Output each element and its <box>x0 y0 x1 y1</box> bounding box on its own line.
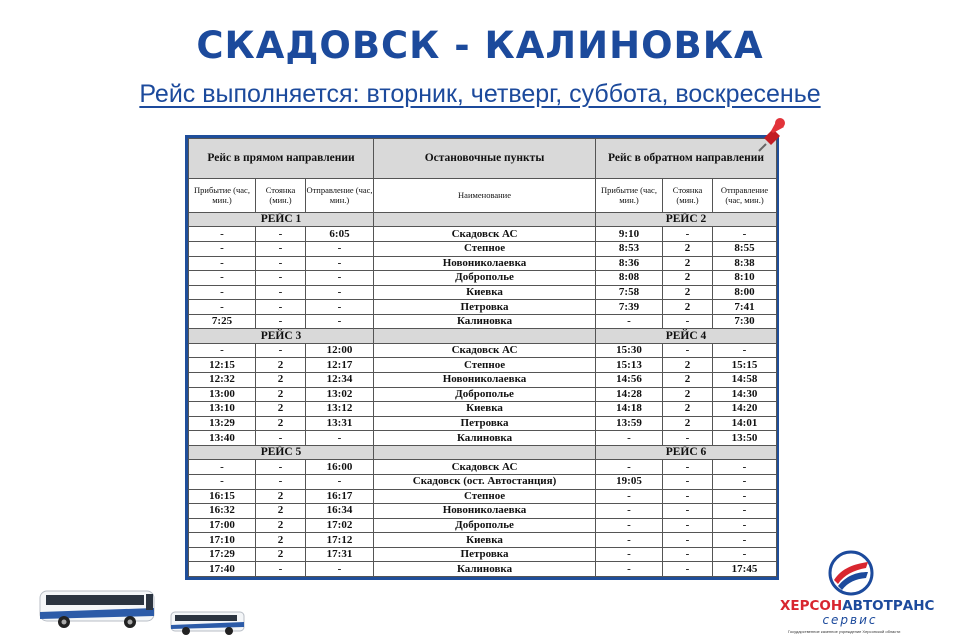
time-cell: - <box>663 547 713 562</box>
time-cell: 2 <box>256 402 306 417</box>
time-cell: - <box>306 474 374 489</box>
stop-name: Калиновка <box>374 562 596 577</box>
table-row <box>189 474 777 489</box>
time-cell: 17:40 <box>189 562 256 577</box>
schedule-days <box>0 80 960 109</box>
time-cell: 14:20 <box>713 402 777 417</box>
time-cell: 13:29 <box>189 416 256 431</box>
time-cell: - <box>306 300 374 315</box>
time-cell: - <box>256 460 306 475</box>
time-cell: 15:30 <box>596 343 663 358</box>
stop-name: Новониколаевка <box>374 504 596 519</box>
time-cell: 17:10 <box>189 533 256 548</box>
time-cell: 13:12 <box>306 402 374 417</box>
stop-name: Скадовск АС <box>374 343 596 358</box>
time-cell: - <box>596 460 663 475</box>
time-cell: - <box>306 271 374 286</box>
subheader-cell: Наименование <box>374 178 596 212</box>
time-cell: - <box>663 504 713 519</box>
time-cell: - <box>596 518 663 533</box>
stop-name: Доброполье <box>374 271 596 286</box>
time-cell: 16:15 <box>189 489 256 504</box>
time-cell: - <box>663 533 713 548</box>
time-cell: 13:59 <box>596 416 663 431</box>
logo-name-part1: ХЕРСОН <box>780 598 843 614</box>
time-cell: - <box>663 314 713 329</box>
forward-route-label: РЕЙС 1 <box>189 212 374 227</box>
stop-name: Степное <box>374 358 596 373</box>
logo-wordmark <box>780 598 940 614</box>
subheader-cell: Стоянка (мин.) <box>256 178 306 212</box>
forward-route-label: РЕЙС 5 <box>189 445 374 460</box>
time-cell: - <box>189 271 256 286</box>
stop-name: Киевка <box>374 402 596 417</box>
time-cell: - <box>189 300 256 315</box>
stop-name: Степное <box>374 241 596 256</box>
table-row <box>189 387 777 402</box>
stop-name: Калиновка <box>374 431 596 446</box>
time-cell: 17:02 <box>306 518 374 533</box>
time-cell: 8:38 <box>713 256 777 271</box>
stop-name: Степное <box>374 489 596 504</box>
header-return: Рейс в обратном направлении <box>596 139 777 179</box>
time-cell: - <box>596 431 663 446</box>
time-cell: - <box>189 474 256 489</box>
time-cell: 16:00 <box>306 460 374 475</box>
time-cell: - <box>713 489 777 504</box>
return-route-label: РЕЙС 2 <box>596 212 777 227</box>
route-spacer-cell <box>374 329 596 344</box>
table-row <box>189 271 777 286</box>
route-header-row <box>189 329 777 344</box>
stop-name: Скадовск АС <box>374 460 596 475</box>
time-cell: - <box>596 562 663 577</box>
time-cell: - <box>189 285 256 300</box>
time-cell: 17:45 <box>713 562 777 577</box>
time-cell: 2 <box>256 416 306 431</box>
time-cell: - <box>306 314 374 329</box>
time-cell: 14:58 <box>713 373 777 388</box>
time-cell: 8:53 <box>596 241 663 256</box>
table-row <box>189 285 777 300</box>
stop-name: Петровка <box>374 547 596 562</box>
time-cell: 16:34 <box>306 504 374 519</box>
time-cell: - <box>189 227 256 242</box>
stop-name: Новониколаевка <box>374 373 596 388</box>
stop-name: Калиновка <box>374 314 596 329</box>
time-cell: - <box>713 533 777 548</box>
time-cell: 12:17 <box>306 358 374 373</box>
time-cell: 12:00 <box>306 343 374 358</box>
time-cell: 7:39 <box>596 300 663 315</box>
time-cell: 7:58 <box>596 285 663 300</box>
logo-sub: сервис <box>822 613 878 627</box>
table-row <box>189 373 777 388</box>
subheader-cell: Отправление (час, мин.) <box>713 178 777 212</box>
time-cell: - <box>713 518 777 533</box>
time-cell: 2 <box>663 241 713 256</box>
time-cell: 2 <box>256 373 306 388</box>
time-cell: 2 <box>663 256 713 271</box>
time-cell: 2 <box>663 373 713 388</box>
table-row <box>189 402 777 417</box>
table-header-row <box>189 139 777 179</box>
stop-name: Киевка <box>374 285 596 300</box>
table-row <box>189 489 777 504</box>
time-cell: - <box>713 547 777 562</box>
time-cell: 13:50 <box>713 431 777 446</box>
company-logo <box>780 550 940 638</box>
time-cell: - <box>663 431 713 446</box>
time-cell: - <box>663 474 713 489</box>
time-cell: 2 <box>256 358 306 373</box>
schedule-table-frame <box>185 135 779 580</box>
logo-tagline: Государственное казенное учреждение Херсонской области <box>788 629 901 634</box>
time-cell: 12:32 <box>189 373 256 388</box>
time-cell: 15:13 <box>596 358 663 373</box>
time-cell: 2 <box>663 300 713 315</box>
time-cell: - <box>306 562 374 577</box>
table-row <box>189 314 777 329</box>
time-cell: - <box>306 256 374 271</box>
subheader-cell: Прибытие (час, мин.) <box>596 178 663 212</box>
time-cell: - <box>256 300 306 315</box>
time-cell: - <box>663 460 713 475</box>
table-row <box>189 416 777 431</box>
time-cell: - <box>256 271 306 286</box>
time-cell: 8:36 <box>596 256 663 271</box>
time-cell: 2 <box>663 358 713 373</box>
table-row <box>189 460 777 475</box>
time-cell: - <box>256 241 306 256</box>
time-cell: 13:10 <box>189 402 256 417</box>
schedule-table <box>188 138 777 577</box>
time-cell: 16:32 <box>189 504 256 519</box>
time-cell: - <box>256 285 306 300</box>
route-header-row <box>189 212 777 227</box>
time-cell: - <box>713 343 777 358</box>
logo-name-part2: АВТОТРАНС <box>842 598 935 614</box>
time-cell: 13:40 <box>189 431 256 446</box>
time-cell: 14:30 <box>713 387 777 402</box>
logo-emblem-icon <box>828 550 874 596</box>
bus-icon <box>38 588 158 630</box>
time-cell: 14:01 <box>713 416 777 431</box>
time-cell: 2 <box>256 533 306 548</box>
time-cell: 2 <box>256 518 306 533</box>
pushpin-icon <box>758 116 786 152</box>
forward-route-label: РЕЙС 3 <box>189 329 374 344</box>
time-cell: 2 <box>663 271 713 286</box>
stop-name: Скадовск (ост. Автостанция) <box>374 474 596 489</box>
time-cell: - <box>663 343 713 358</box>
time-cell: - <box>256 474 306 489</box>
time-cell: 8:10 <box>713 271 777 286</box>
time-cell: 13:31 <box>306 416 374 431</box>
time-cell: 12:15 <box>189 358 256 373</box>
time-cell: 16:17 <box>306 489 374 504</box>
time-cell: 2 <box>256 547 306 562</box>
time-cell: - <box>306 431 374 446</box>
time-cell: 13:00 <box>189 387 256 402</box>
stop-name: Доброполье <box>374 518 596 533</box>
table-row <box>189 358 777 373</box>
time-cell: 2 <box>663 387 713 402</box>
time-cell: 17:12 <box>306 533 374 548</box>
stop-name: Петровка <box>374 416 596 431</box>
time-cell: 15:15 <box>713 358 777 373</box>
time-cell: 8:08 <box>596 271 663 286</box>
return-route-label: РЕЙС 6 <box>596 445 777 460</box>
route-spacer-cell <box>374 212 596 227</box>
time-cell: - <box>713 460 777 475</box>
table-subheader-row <box>189 178 777 212</box>
time-cell: - <box>663 489 713 504</box>
table-row <box>189 241 777 256</box>
time-cell: - <box>256 562 306 577</box>
table-row <box>189 504 777 519</box>
time-cell: 2 <box>256 504 306 519</box>
time-cell: - <box>306 285 374 300</box>
table-row <box>189 343 777 358</box>
route-header-row <box>189 445 777 460</box>
return-route-label: РЕЙС 4 <box>596 329 777 344</box>
time-cell: - <box>189 343 256 358</box>
stop-name: Киевка <box>374 533 596 548</box>
time-cell: 2 <box>256 489 306 504</box>
table-row <box>189 431 777 446</box>
time-cell: 12:34 <box>306 373 374 388</box>
time-cell: 2 <box>663 285 713 300</box>
time-cell: - <box>713 474 777 489</box>
time-cell: 7:41 <box>713 300 777 315</box>
time-cell: 2 <box>663 416 713 431</box>
time-cell: - <box>713 504 777 519</box>
subheader-cell: Прибытие (час, мин.) <box>189 178 256 212</box>
time-cell: - <box>663 562 713 577</box>
time-cell: - <box>596 547 663 562</box>
time-cell: 14:56 <box>596 373 663 388</box>
time-cell: 17:00 <box>189 518 256 533</box>
time-cell: 13:02 <box>306 387 374 402</box>
time-cell: - <box>596 533 663 548</box>
time-cell: 17:31 <box>306 547 374 562</box>
time-cell: - <box>256 227 306 242</box>
time-cell: - <box>256 431 306 446</box>
time-cell: - <box>256 343 306 358</box>
time-cell: - <box>256 256 306 271</box>
time-cell: 17:29 <box>189 547 256 562</box>
time-cell: - <box>596 504 663 519</box>
bus-icon <box>170 610 246 636</box>
time-cell: - <box>713 227 777 242</box>
subheader-cell: Отправление (час, мин.) <box>306 178 374 212</box>
header-stops: Остановочные пункты <box>374 139 596 179</box>
table-row <box>189 300 777 315</box>
time-cell: 9:10 <box>596 227 663 242</box>
time-cell: - <box>189 241 256 256</box>
subheader-cell: Стоянка (мин.) <box>663 178 713 212</box>
time-cell: 14:18 <box>596 402 663 417</box>
header-forward: Рейс в прямом направлении <box>189 139 374 179</box>
schedule-days-text: Рейс выполняется: вторник, четверг, суббота, воскресенье <box>139 80 821 108</box>
time-cell: 8:00 <box>713 285 777 300</box>
stop-name: Петровка <box>374 300 596 315</box>
route-spacer-cell <box>374 445 596 460</box>
time-cell: 8:55 <box>713 241 777 256</box>
time-cell: 7:30 <box>713 314 777 329</box>
time-cell: - <box>596 314 663 329</box>
stop-name: Новониколаевка <box>374 256 596 271</box>
table-row <box>189 227 777 242</box>
table-row <box>189 518 777 533</box>
time-cell: 6:05 <box>306 227 374 242</box>
time-cell: - <box>596 489 663 504</box>
time-cell: 2 <box>256 387 306 402</box>
time-cell: 14:28 <box>596 387 663 402</box>
stop-name: Доброполье <box>374 387 596 402</box>
table-row <box>189 533 777 548</box>
time-cell: 19:05 <box>596 474 663 489</box>
time-cell: - <box>663 227 713 242</box>
time-cell: 7:25 <box>189 314 256 329</box>
table-row <box>189 256 777 271</box>
time-cell: - <box>189 460 256 475</box>
page-title: СКАДОВСК - КАЛИНОВКА <box>196 24 764 67</box>
time-cell: 2 <box>663 402 713 417</box>
time-cell: - <box>256 314 306 329</box>
table-row <box>189 562 777 577</box>
time-cell: - <box>663 518 713 533</box>
stop-name: Скадовск АС <box>374 227 596 242</box>
table-row <box>189 547 777 562</box>
time-cell: - <box>306 241 374 256</box>
time-cell: - <box>189 256 256 271</box>
